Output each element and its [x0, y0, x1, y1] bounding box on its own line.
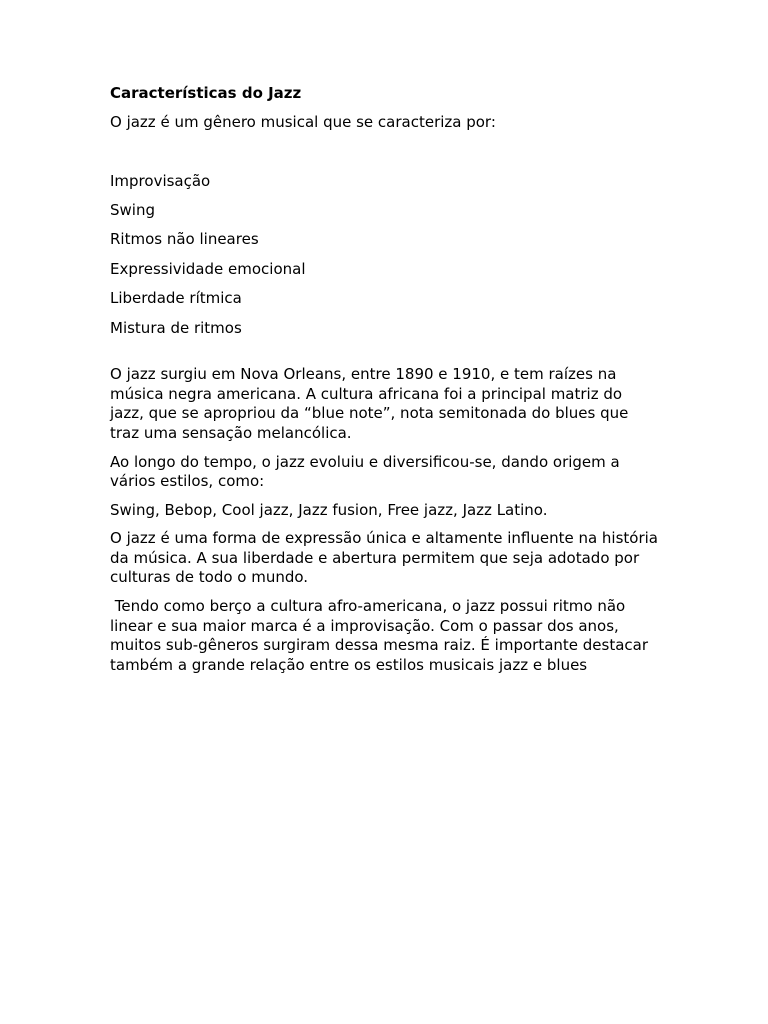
intro-paragraph: O jazz é um gênero musical que se caracteriza por: — [110, 113, 496, 131]
list-item: Improvisação — [110, 171, 211, 190]
paragraph-influence: O jazz é uma forma de expressão única e altamente influente na história da música. A sua liberdade e abertura permitem que seja adotado por culturas de todo o mundo. — [110, 529, 658, 587]
list-item: Mistura de ritmos — [110, 318, 242, 337]
list-item: Swing — [110, 200, 155, 219]
paragraph-roots: Tendo como berço a cultura afro-americana, o jazz possui ritmo não linear e sua maior marca é a improvisação. Com o passar dos anos, muitos sub-gêneros surgiram dessa mesma raiz. É importante destacar também a grande relação entre os estilos musicais jazz e blues — [110, 597, 653, 674]
list-item: Liberdade rítmica — [110, 289, 242, 308]
paragraph-styles: Swing, Bebop, Cool jazz, Jazz fusion, Free jazz, Jazz Latino. — [110, 500, 548, 519]
list-item: Ritmos não lineares — [110, 230, 259, 249]
characteristics-list — [110, 172, 658, 339]
document-page — [110, 84, 658, 684]
list-item: Expressividade emocional — [110, 259, 306, 278]
paragraph-evolution: Ao longo do tempo, o jazz evoluiu e diversificou-se, dando origem a vários estilos, como: — [110, 452, 620, 491]
body-section — [110, 365, 658, 675]
paragraph-origin: O jazz surgiu em Nova Orleans, entre 1890 e 1910, e tem raízes na música negra americana. A cultura africana foi a principal matriz do jazz, que se apropriou da “blue note”, nota semitonada do blues que traz uma sensação melancólica. — [110, 365, 629, 442]
document-title: Características do Jazz — [110, 84, 302, 102]
